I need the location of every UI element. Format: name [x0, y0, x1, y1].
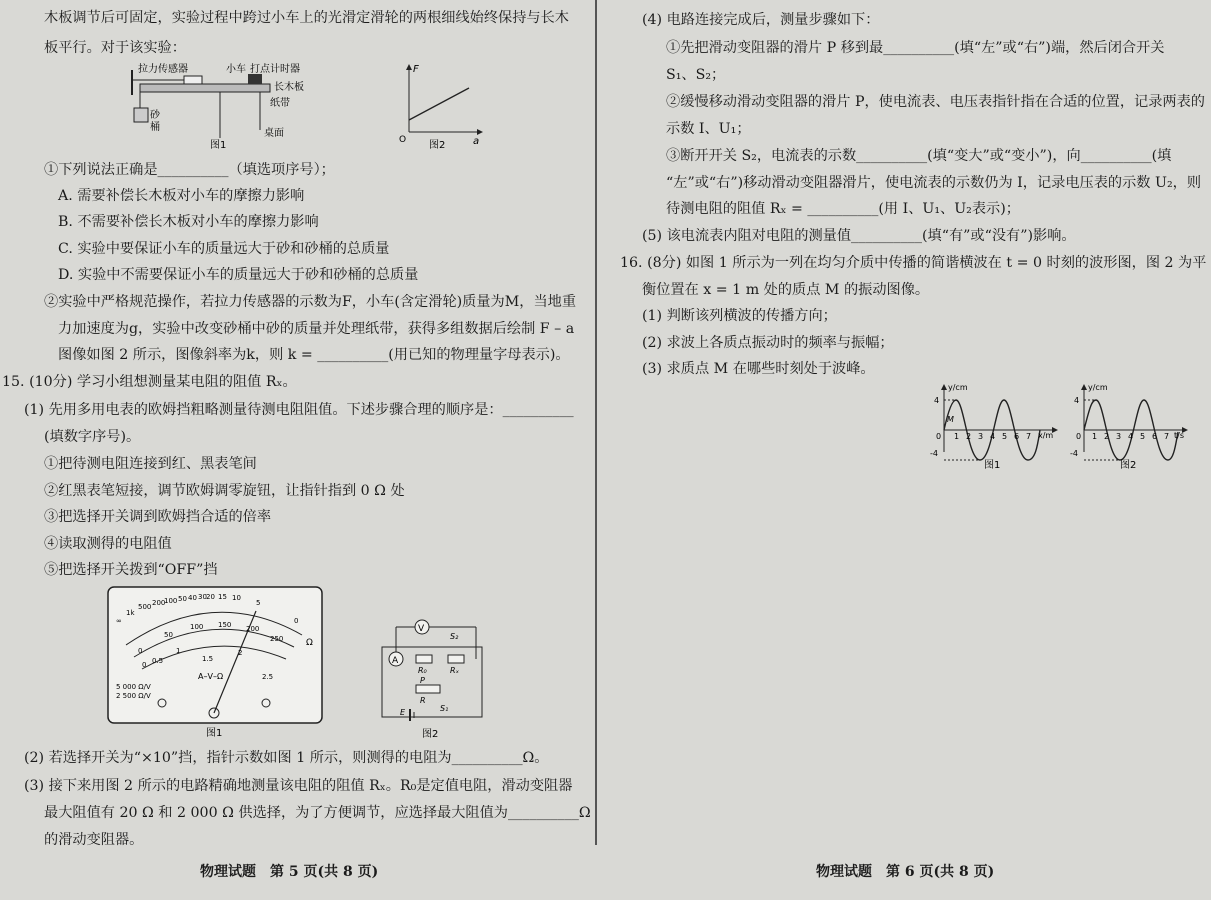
- origin-label: O: [399, 135, 407, 145]
- x-tick: 5: [1002, 432, 1008, 441]
- mid-tick: 50: [164, 631, 173, 639]
- x-tick: 1: [954, 432, 960, 441]
- text-line: 板平行。对于该实验：: [44, 40, 186, 56]
- step-3: ③把选择开关调到欧姆挡合适的倍率: [44, 509, 272, 525]
- mid-tick: 200: [246, 625, 260, 633]
- x-tick: 2: [1104, 432, 1110, 441]
- text-line: (1) 先用多用电表的欧姆挡粗略测量待测电阻阻值。下述步骤合理的顺序是：__________: [24, 402, 574, 418]
- x-tick: 4: [990, 432, 996, 441]
- x-axis-label: t/s: [1174, 431, 1184, 440]
- x-tick: 4: [1128, 432, 1134, 441]
- y-axis-label: F: [413, 64, 419, 75]
- switch-s2: S₂: [450, 632, 459, 641]
- mid-tick: 0: [138, 647, 143, 655]
- page-footer: 物理试题 第 6 页(共 8 页): [816, 864, 995, 880]
- x-tick: 6: [1014, 432, 1020, 441]
- ohm-tick: 20: [206, 593, 215, 601]
- page-footer: 物理试题 第 5 页(共 8 页): [200, 864, 379, 880]
- x-tick: 0: [936, 432, 942, 441]
- low-tick: 2.5: [262, 673, 274, 681]
- figure-caption: 图1: [984, 460, 1001, 471]
- ohm-tick: 40: [188, 594, 197, 602]
- ohm-tick: 100: [164, 597, 178, 605]
- left-page: [0, 0, 595, 900]
- x-tick: 0: [1076, 432, 1082, 441]
- y-axis-label: y/cm: [948, 383, 968, 392]
- right-page: [600, 0, 1211, 900]
- text-line: 的滑动变阻器。: [44, 832, 144, 848]
- text-line: ②实验中严格规范操作，若拉力传感器的示数为F，小车(含定滑轮)质量为M，当地重: [44, 294, 577, 310]
- y-tick: 4: [934, 396, 940, 405]
- rheostat-r: R: [420, 696, 426, 705]
- resistor-r0: R₀: [418, 666, 427, 675]
- low-tick: 0: [142, 661, 147, 669]
- switch-s1: S₁: [440, 704, 449, 713]
- mid-tick: 250: [270, 635, 284, 643]
- voltmeter-symbol: V: [418, 624, 425, 634]
- ohm-tick: 5: [256, 599, 261, 607]
- step-1: ①把待测电阻连接到红、黑表笔间: [44, 456, 257, 472]
- text-line: (填数字序号)。: [44, 429, 141, 445]
- x-tick: 5: [1140, 432, 1146, 441]
- figure-caption: 图2: [429, 140, 446, 150]
- y-tick: 4: [1074, 396, 1080, 405]
- wave-graph-fig1: [930, 382, 1060, 472]
- ohm-tick: 1k: [126, 609, 135, 617]
- step-2: ②红黑表笔短接，调节欧姆调零旋钮，让指针指到 0 Ω 处: [44, 483, 405, 499]
- x-tick: 6: [1152, 432, 1158, 441]
- text-line: 木板调节后可固定，实验过程中跨过小车上的光滑定滑轮的两根细线始终保持与长木: [44, 10, 569, 26]
- text-line: ①先把滑动变阻器的滑片 P 移到最__________(填“左”或“右”)端，然后闭合开关: [666, 40, 1165, 56]
- option-d: D. 实验中不需要保证小车的质量远大于砂和砂桶的总质量: [58, 267, 419, 283]
- text-line: (5) 该电流表内阻对电阻的测量值__________(填“有”或“没有”)影响。: [642, 228, 1076, 244]
- ohm-tick: 50: [178, 595, 187, 603]
- figure-caption: 图1: [206, 728, 223, 739]
- label-table: 桌面: [264, 128, 284, 139]
- text-line: ②缓慢移动滑动变阻器的滑片 P，使电流表、电压表指针指在合适的位置，记录两表的: [666, 94, 1205, 110]
- option-b: B. 不需要补偿长木板对小车的摩擦力影响: [58, 214, 319, 230]
- text-line: ③断开开关 S₂，电流表的示数__________(填“变大”或“变小”)，向__________(填: [666, 148, 1172, 164]
- page-divider: [595, 0, 597, 845]
- label-cart: 小车: [226, 64, 246, 75]
- slider-p: P: [420, 676, 425, 685]
- figure-caption: 图1: [210, 140, 227, 150]
- ammeter-symbol: A: [392, 656, 399, 666]
- text-line: (3) 求质点 M 在哪些时刻处于波峰。: [642, 361, 875, 377]
- battery-e: E: [400, 708, 406, 717]
- mid-tick: 150: [218, 621, 232, 629]
- center-label: A–V–Ω: [198, 672, 224, 681]
- question-15-title: 15. (10分) 学习小组想测量某电阻的阻值 Rₓ。: [2, 374, 297, 390]
- multimeter-figure: [106, 585, 326, 740]
- x-tick: 1: [1092, 432, 1098, 441]
- text-line: 示数 I、U₁；: [666, 121, 751, 137]
- text-line: (3) 接下来用图 2 所示的电路精确地测量该电阻的阻值 Rₓ。R₀是定值电阻，滑动变阻器: [24, 778, 573, 794]
- text-line: 力加速度为g，实验中改变砂桶中砂的质量并处理纸带，获得多组数据后绘制 F – a: [58, 321, 575, 337]
- apparatus-figure: [120, 60, 320, 150]
- x-axis-label: a: [473, 136, 480, 147]
- resistor-rx: Rₓ: [450, 666, 460, 675]
- option-c: C. 实验中要保证小车的质量远大于砂和砂桶的总质量: [58, 241, 390, 257]
- ohm-tick: 10: [232, 594, 241, 602]
- text-line: (2) 求波上各质点振动时的频率与振幅；: [642, 335, 894, 351]
- ohm-tick: 15: [218, 593, 227, 601]
- question-16-title: 16. (8分) 如图 1 所示为一列在均匀介质中传播的简谐横波在 t = 0 时刻的波形图，图 2 为平: [620, 255, 1207, 271]
- label-force-sensor: 拉力传感器: [138, 64, 188, 75]
- x-tick: 2: [966, 432, 972, 441]
- option-a: A. 需要补偿长木板对小车的摩擦力影响: [58, 188, 305, 204]
- wave-graph-fig2: [1070, 382, 1190, 472]
- label-board: 长木板: [274, 82, 304, 93]
- f-a-graph: [395, 62, 485, 150]
- ohm-tick: 0: [294, 617, 299, 625]
- text-line: (2) 若选择开关为“×10”挡，指针示数如图 1 所示，则测得的电阻为__________Ω。: [24, 750, 549, 766]
- y-axis-label: y/cm: [1088, 383, 1108, 392]
- text-line: (4) 电路连接完成后，测量步骤如下：: [642, 12, 880, 28]
- text-line: (1) 判断该列横波的传播方向；: [642, 308, 837, 324]
- figure-caption: 图2: [422, 729, 439, 740]
- step-5: ⑤把选择开关拨到“OFF”挡: [44, 562, 218, 578]
- text-line: S₁、S₂；: [666, 67, 726, 83]
- label-bucket: 桶: [150, 122, 160, 133]
- text-line: 最大阻值有 20 Ω 和 2 000 Ω 供选择，为了方便调节，应选择最大阻值为__________Ω: [44, 805, 591, 821]
- ohm-symbol: Ω: [306, 638, 313, 648]
- mid-tick: 100: [190, 623, 204, 631]
- y-tick: -4: [1070, 449, 1078, 458]
- label-timer: 打点计时器: [250, 64, 300, 75]
- figure-caption: 图2: [1120, 460, 1137, 471]
- low-tick: 2: [238, 649, 243, 657]
- spec-line: 2 500 Ω/V: [116, 692, 151, 700]
- ohm-tick: 30: [198, 593, 207, 601]
- text-line: 待测电阻的阻值 Rₓ = __________(用 I、U₁、U₂表示)；: [666, 201, 1020, 217]
- text-line: 图像如图 2 所示，图像斜率为k，则 k = __________(用已知的物理量字母表示)。: [58, 347, 570, 363]
- label-sand: 砂: [150, 110, 160, 121]
- y-tick: -4: [930, 449, 938, 458]
- ohm-tick: ∞: [116, 617, 122, 625]
- x-tick: 3: [1116, 432, 1122, 441]
- low-tick: 1.5: [202, 655, 214, 663]
- x-tick: 7: [1026, 432, 1032, 441]
- low-tick: 1: [176, 647, 181, 655]
- low-tick: 0.5: [152, 657, 164, 665]
- point-m: M: [947, 415, 954, 424]
- x-tick: 3: [978, 432, 984, 441]
- circuit-figure: [376, 617, 486, 741]
- ohm-tick: 200: [152, 599, 166, 607]
- label-tape: 纸带: [270, 98, 290, 109]
- question-line: ①下列说法正确是__________（填选项序号）；: [44, 162, 335, 178]
- step-4: ④读取测得的电阻值: [44, 536, 172, 552]
- ohm-tick: 500: [138, 603, 152, 611]
- x-axis-label: x/m: [1038, 431, 1054, 440]
- text-line: 衡位置在 x = 1 m 处的质点 M 的振动图像。: [642, 282, 930, 298]
- x-tick: 7: [1164, 432, 1170, 441]
- spec-line: 5 000 Ω/V: [116, 683, 151, 691]
- text-line: “左”或“右”)移动滑动变阻器滑片，使电流表的示数仍为 I，记录电压表的示数 U₂，则: [666, 175, 1202, 191]
